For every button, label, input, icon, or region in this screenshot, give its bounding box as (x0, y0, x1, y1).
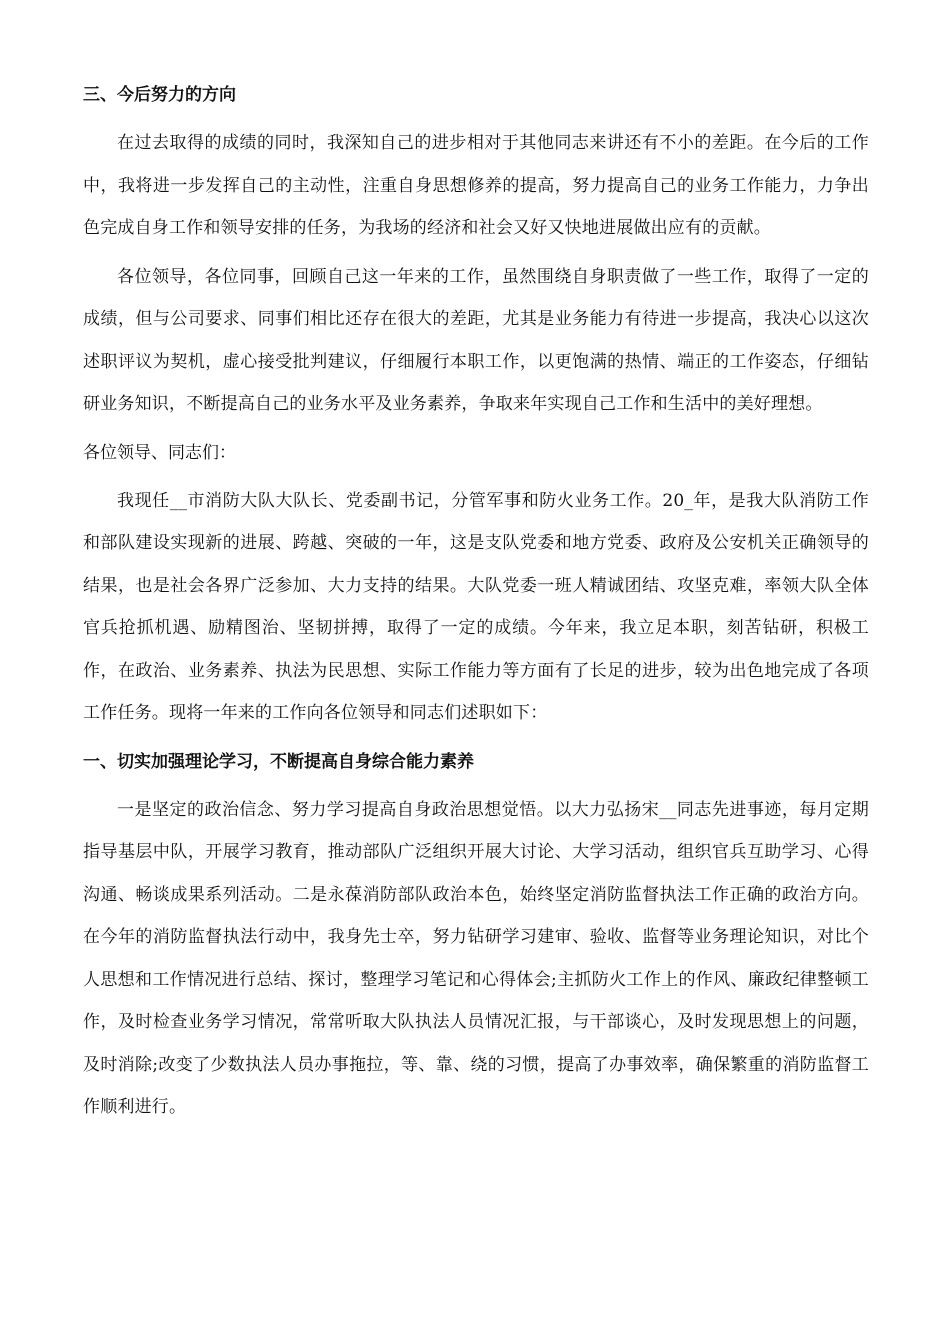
paragraph-review: 各位领导，各位同事，回顾自己这一年来的工作，虽然围绕自身职责做了一些工作，取得了一定的成绩，但与公司要求、同事们相比还存在很大的差距，尤其是业务能力有待进一步提高，我决心以这次述职评议为契机，虚心接受批判建议，仔细履行本职工作，以更饱满的热情、端正的工作姿态，仔细钻研业务知识，不断提高自己的业务水平及业务素养，争取来年实现自己工作和生活中的美好理想。 (83, 266, 869, 414)
paragraph-theory-study: 一是坚定的政治信念、努力学习提高自身政治思想觉悟。以大力弘扬宋__同志先进事迹，每月定期指导基层中队，开展学习教育，推动部队广泛组织开展大讨论、大学习活动，组织官兵互助学习、心得沟通、畅谈成果系列活动。二是永葆消防部队政治本色，始终坚定消防监督执法工作正确的政治方向。在今年的消防监督执法行动中，我身先士卒，努力钻研学习建审、验收、监督等业务理论知识，对比个人思想和工作情况进行总结、探讨，整理学习笔记和心得体会;主抓防火工作上的作风、廉政纪律整顿工作，及时检查业务学习情况，常常听取大队执法人员情况汇报，与干部谈心，及时发现思想上的问题，及时消除;改变了少数执法人员办事拖拉，等、靠、绕的习惯，提高了办事效率，确保繁重的消防监督工作顺利进行。 (83, 799, 869, 1117)
salutation: 各位领导、同志们： (83, 442, 236, 463)
paragraph-introduction: 我现任__市消防大队大队长、党委副书记，分管军事和防火业务工作。20_年，是我大队消防工作和部队建设实现新的进展、跨越、突破的一年，这是支队党委和地方党委、政府及公安机关正确领导的结果，也是社会各界广泛参加、大力支持的结果。大队党委一班人精诚团结、攻坚克难，率领大队全体官兵抢抓机遇、励精图治、坚韧拼搏，取得了一定的成绩。今年来，我立足本职，刻苦钻研，积极工作，在政治、业务素养、执法为民思想、实际工作能力等方面有了长足的进步，较为出色地完成了各项工作任务。现将一年来的工作向各位领导和同志们述职如下： (83, 490, 869, 723)
section-three-heading: 三、今后努力的方向 (83, 85, 236, 105)
section-one-heading: 一、切实加强理论学习，不断提高自身综合能力素养 (83, 751, 474, 772)
document-page (83, 74, 869, 1135)
paragraph-future-direction: 在过去取得的成绩的同时，我深知自己的进步相对于其他同志来讲还有不小的差距。在今后的工作中，我将进一步发挥自己的主动性，注重自身思想修养的提高，努力提高自己的业务工作能力，力争出色完成自身工作和领导安排的任务，为我场的经济和社会又好又快地进展做出应有的贡献。 (83, 133, 869, 238)
